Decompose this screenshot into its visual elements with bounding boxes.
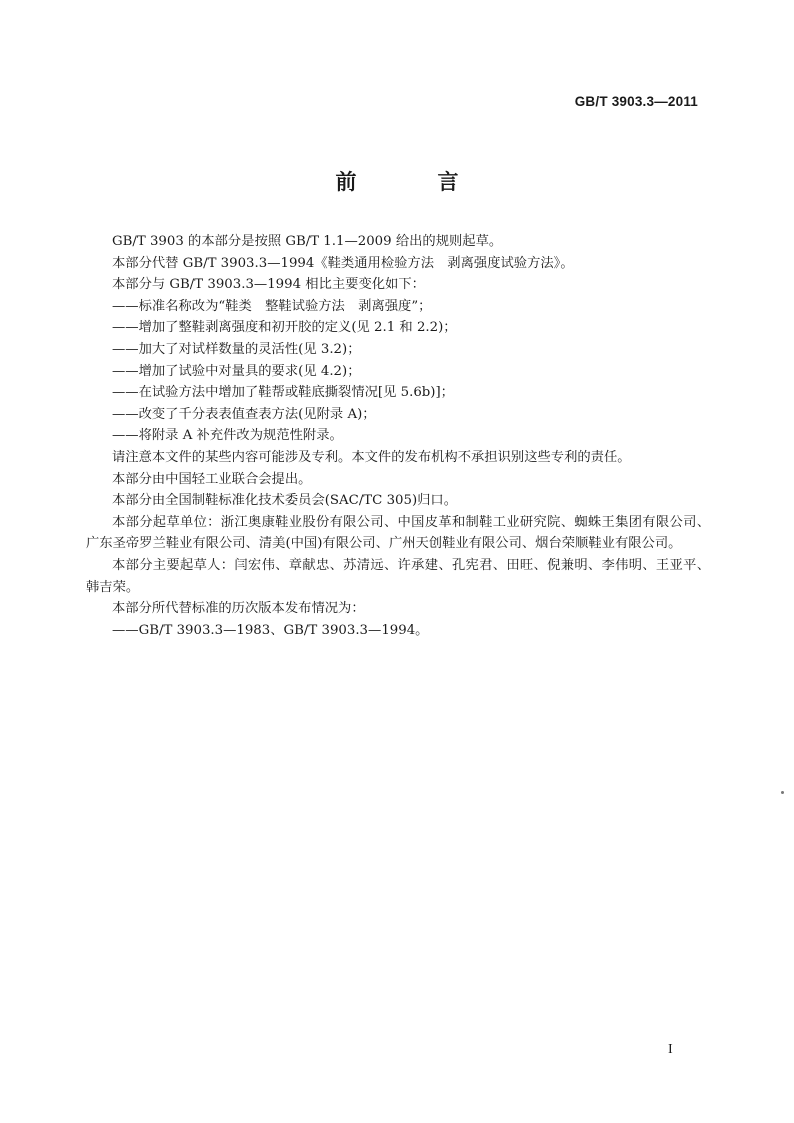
change-item: ——增加了试验中对量具的要求(见 4.2)；	[112, 363, 361, 379]
previous-edition-item: ——GB/T 3903.3—1983、GB/T 3903.3—1994。	[112, 622, 429, 638]
change-item: ——将附录 A 补充件改为规范性附录。	[112, 428, 343, 444]
foreword-body	[86, 231, 710, 641]
change-item: ——增加了整鞋剥离强度和初开胶的定义(见 2.1 和 2.2)；	[112, 320, 457, 336]
paragraph-technical-committee: 本部分由全国制鞋标准化技术委员会(SAC/TC 305)归口。	[112, 493, 458, 509]
paragraph-replaces: 本部分代替 GB/T 3903.3—1994《鞋类通用检验方法 剥离强度试验方法》。	[112, 255, 574, 271]
paragraph-changes-intro: 本部分与 GB/T 3903.3—1994 相比主要变化如下：	[112, 277, 425, 293]
paragraph-drafting-units: 本部分起草单位：浙江奥康鞋业股份有限公司、中国皮革和制鞋工业研究院、蜘蛛王集团有限公司、广东圣帝罗兰鞋业有限公司、清美(中国)有限公司、广州天创鞋业有限公司、烟台荣顺鞋业有限公司。	[86, 514, 710, 552]
paragraph-patent-notice: 请注意本文件的某些内容可能涉及专利。本文件的发布机构不承担识别这些专利的责任。	[112, 449, 631, 465]
change-item: ——在试验方法中增加了鞋帮或鞋底撕裂情况[见 5.6b)]；	[112, 385, 454, 401]
standard-code: GB/T 3903.3—2011	[574, 94, 698, 109]
paragraph-proposed-by: 本部分由中国轻工业联合会提出。	[112, 471, 312, 487]
page-number: I	[668, 1042, 673, 1057]
paragraph-previous-editions-intro: 本部分所代替标准的历次版本发布情况为：	[112, 601, 365, 617]
change-item: ——改变了千分表表值查表方法(见附录 A)；	[112, 406, 376, 422]
change-item: ——加大了对试样数量的灵活性(见 3.2)；	[112, 341, 361, 357]
scan-speck	[781, 791, 784, 794]
paragraph-drafters: 本部分主要起草人：闫宏伟、章献忠、苏清远、许承建、孔宪君、田旺、倪兼明、李伟明、王亚平、韩吉荣。	[86, 557, 710, 595]
paragraph-drafting-rules: GB/T 3903 的本部分是按照 GB/T 1.1—2009 给出的规则起草。	[112, 234, 503, 249]
page-title: 前 言	[335, 170, 489, 194]
change-item: ——标准名称改为“鞋类 整鞋试验方法 剥离强度”；	[112, 298, 432, 314]
